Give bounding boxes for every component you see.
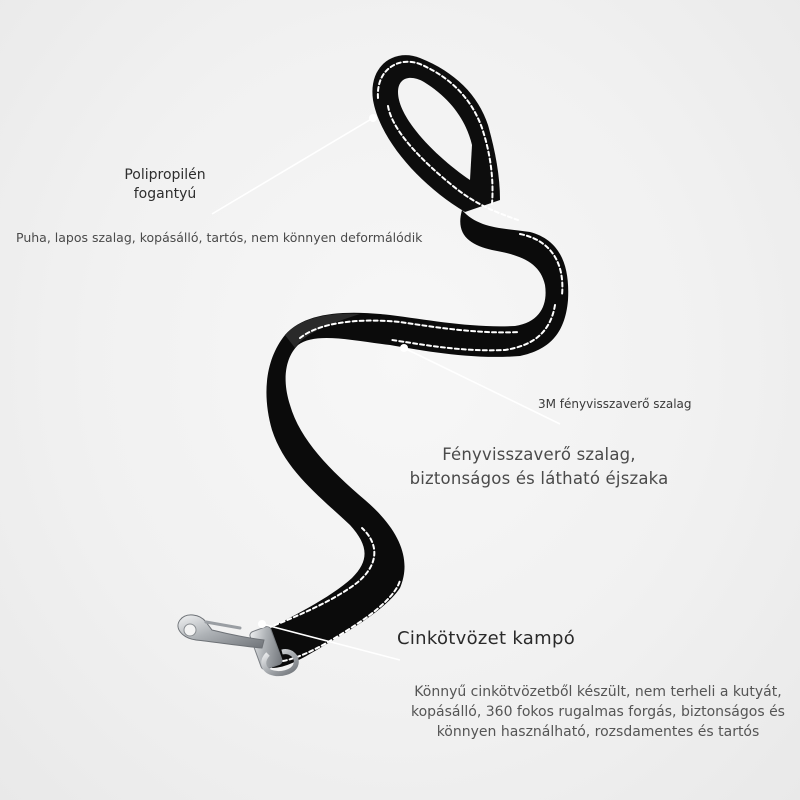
hook-gate: [206, 622, 240, 628]
reflective-desc-line1: Fényvisszaverő szalag,: [442, 445, 636, 464]
hook-callout-dot: [258, 620, 266, 628]
tape-callout-line: [404, 348, 560, 424]
handle-title-line1: Polipropilén: [124, 167, 206, 183]
reflective-tape-description: [396, 443, 682, 491]
handle-callout-line: [212, 118, 373, 214]
hook-label: Cinkötvözet kampó: [397, 628, 576, 649]
strap-main: [262, 210, 568, 668]
reflective-tape-label: 3M fényvisszaverő szalag: [538, 397, 692, 411]
hook-description: Könnyű cinkötvözetből készült, nem terheli a kutyát, kopásálló, 360 fokos rugalmas forgás, biztonságos és könnyen használható, rozsdamentes és tartós: [411, 684, 785, 740]
handle-label: [100, 166, 230, 204]
handle-title-line2: fogantyú: [133, 186, 197, 202]
hook-eye: [184, 624, 196, 636]
handle-callout-dot: [369, 114, 377, 122]
reflective-desc-line2: biztonságos és látható éjszaka: [409, 469, 669, 488]
handle-description: Puha, lapos szalag, kopásálló, tartós, nem könnyen deformálódik: [16, 230, 423, 245]
tape-callout-dot: [400, 344, 408, 352]
leash-strap: [262, 55, 568, 668]
